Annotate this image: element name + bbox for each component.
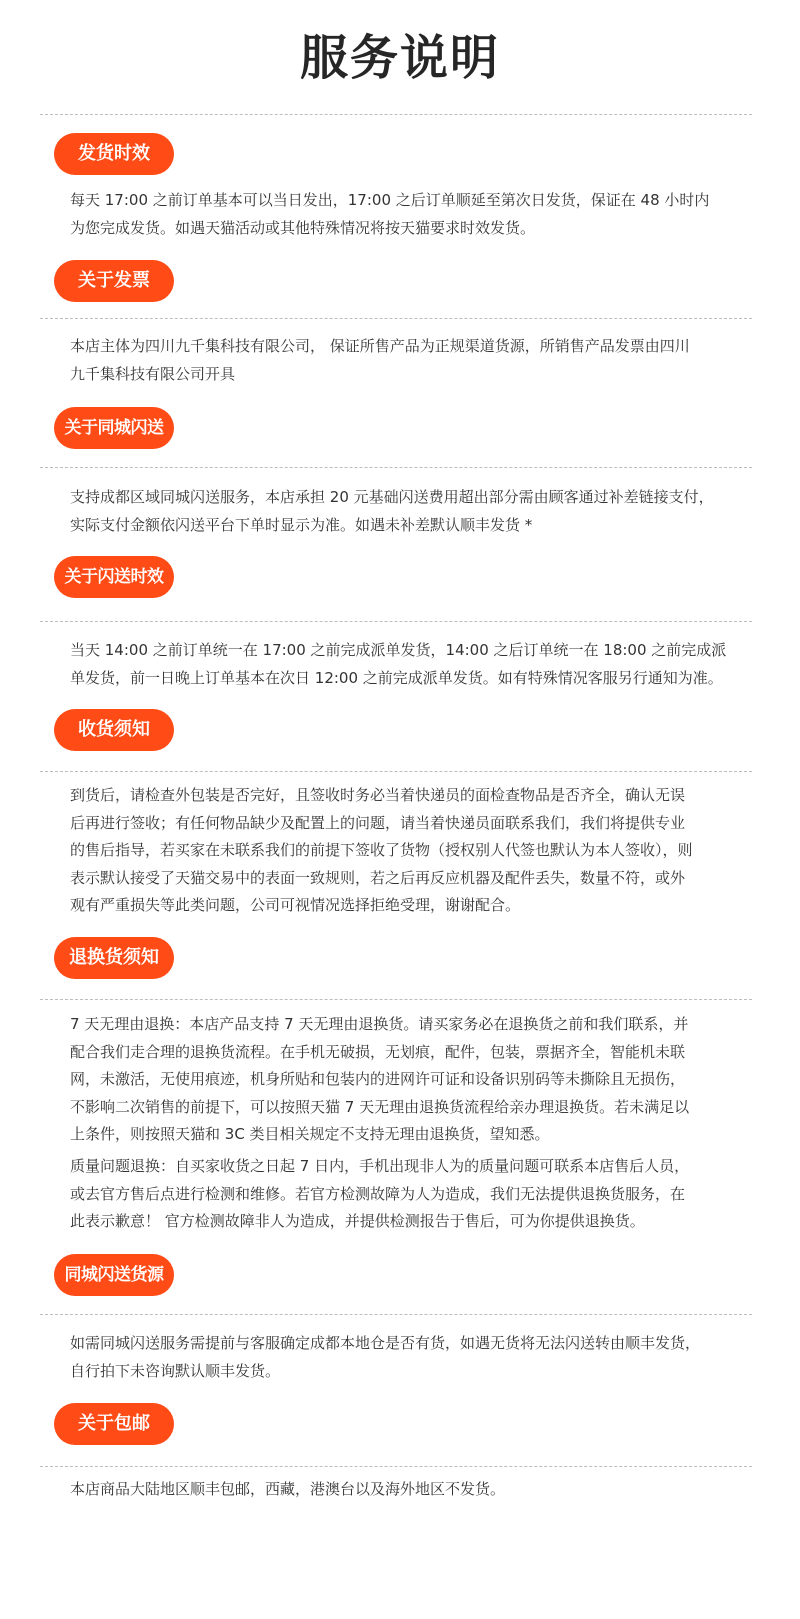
page-title: 服务说明 [299, 30, 500, 86]
text-line: 后再进行签收；有任何物品缺少及配置上的问题，请当着快递员面联系我们，我们将提供专业 [70, 813, 686, 832]
section-paragraph [70, 782, 770, 920]
text-line: 的售后指导，若买家在未联系我们的前提下签收了货物（授权别人代签也默认为本人签收），则 [70, 841, 693, 859]
text-line: 上条件，则按照天猫和 3C 类目相关规定不支持无理由退换货，望知悉。 [70, 1125, 550, 1143]
section-heading-same-city-stock: 同城闪送货源 [54, 1254, 174, 1296]
section-paragraph [70, 637, 770, 692]
text-line: 配合我们走合理的退换货流程。在手机无破损，无划痕，配件，包装，票据齐全，智能机未联 [70, 1042, 686, 1061]
text-line: 九千集科技有限公司开具 [70, 364, 236, 383]
divider [40, 114, 752, 115]
text-line: 如需同城闪送服务需提前与客服确定成都本地仓是否有货，如遇无货将无法闪送转由顺丰发货， [70, 1334, 701, 1352]
text-line: 此表示歉意！ 官方检测故障非人为造成，并提供检测报告于售后，可为你提供退换货。 [70, 1212, 645, 1230]
section-heading-invoice: 关于发票 [54, 260, 174, 302]
text-line: 支持成都区域同城闪送服务，本店承担 20 元基础闪送费用超出部分需由顾客通过补差链接支付， [70, 488, 714, 506]
section-paragraph [70, 1153, 770, 1236]
section-paragraph [70, 484, 770, 539]
section-paragraph [70, 1011, 770, 1149]
section-heading-delivery-time: 关于闪送时效 [54, 556, 174, 598]
text-line: 当天 14:00 之前订单统一在 17:00 之前完成派单发货，14:00 之后订单统一在 18:00 之前完成派 [70, 641, 727, 659]
section-heading-return-notice: 退换货须知 [54, 937, 174, 979]
divider [40, 1466, 752, 1467]
divider [40, 318, 752, 319]
text-line: 表示默认接受了天猫交易中的表面一致规则，若之后再反应机器及配件丢失，数量不符，或外 [70, 868, 686, 887]
section-heading-shipping-time: 发货时效 [54, 133, 174, 175]
text-line: 实际支付金额依闪送平台下单时显示为准。如遇未补差默认顺丰发货 * [70, 515, 533, 534]
text-line: 自行拍下未咨询默认顺丰发货。 [70, 1361, 281, 1380]
divider [40, 1314, 752, 1315]
text-line: 或去官方售后点进行检测和维修。若官方检测故障为人为造成，我们无法提供退换货服务，在 [70, 1184, 686, 1203]
section-heading-free-shipping: 关于包邮 [54, 1403, 174, 1445]
section-paragraph [70, 333, 770, 388]
text-line: 到货后，请检查外包装是否完好，且签收时务必当着快递员的面检查物品是否齐全，确认无误 [70, 786, 686, 804]
divider [40, 771, 752, 772]
text-line: 为您完成发货。如遇天猫活动或其他特殊情况将按天猫要求时效发货。 [70, 218, 536, 237]
section-paragraph [70, 187, 770, 242]
text-line: 网，未激活，无使用痕迹，机身所贴和包装内的进网许可证和设备识别码等未撕除且无损伤， [70, 1070, 686, 1088]
section-heading-receiving-notice: 收货须知 [54, 709, 174, 751]
text-line: 每天 17:00 之前订单基本可以当日发出，17:00 之后订单顺延至第次日发货，保证在 48 小时内 [70, 191, 710, 209]
text-line: 本店主体为四川九千集科技有限公司， 保证所售产品为正规渠道货源，所销售产品发票由四川 [70, 337, 690, 355]
divider [40, 999, 752, 1000]
section-paragraph [70, 1330, 770, 1385]
divider [40, 467, 752, 468]
text-line: 7 天无理由退换：本店产品支持 7 天无理由退换货。请买家务必在退换货之前和我们联系，并 [70, 1015, 689, 1033]
text-line: 质量问题退换：自买家收货之日起 7 日内，手机出现非人为的质量问题可联系本店售后人员， [70, 1157, 690, 1175]
divider [40, 621, 752, 622]
text-line: 不影响二次销售的前提下，可以按照天猫 7 天无理由退换货流程给亲办理退换货。若未满足以 [70, 1097, 690, 1116]
text-line: 观有严重损失等此类问题，公司可视情况选择拒绝受理，谢谢配合。 [70, 896, 521, 914]
text-line: 单发货，前一日晚上订单基本在次日 12:00 之前完成派单发货。如有特殊情况客服另行通知为准。 [70, 668, 723, 687]
text-line: 本店商品大陆地区顺丰包邮，西藏，港澳台以及海外地区不发货。 [70, 1480, 506, 1498]
section-paragraph [70, 1476, 770, 1504]
section-heading-same-city-delivery: 关于同城闪送 [54, 407, 174, 449]
